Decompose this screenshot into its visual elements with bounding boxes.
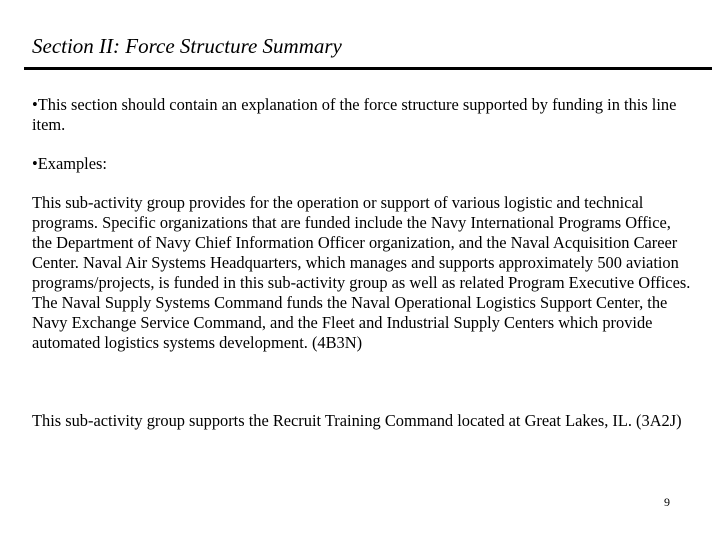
- page-number: 9: [664, 495, 670, 509]
- bullet-force-structure: •This section should contain an explanation of the force structure supported by funding in this line item.: [32, 95, 677, 134]
- example-paragraph-logistics: This sub-activity group provides for the operation or support of various logistic and technical programs. Specific organizations that are funded include the Navy International Programs Office, the Department of Navy Chief Information Officer organization, and the Naval Acquisition Career Center. Naval Air Systems Headquarters, which manages and supports approximately 500 aviation programs/projects, is funded in this sub-activity group as well as related Program Executive Offices. The Naval Supply Systems Command funds the Naval Operational Logistics Support Center, the Navy Exchange Service Command, and the Fleet and Industrial Supply Centers which provide automated logistics systems development. (4B3N): [32, 193, 691, 352]
- title-underline: [24, 67, 712, 70]
- slide-title: Section II: Force Structure Summary: [32, 34, 342, 58]
- bullet-examples: •Examples:: [32, 154, 107, 173]
- example-paragraph-recruit-training: This sub-activity group supports the Recruit Training Command located at Great Lakes, IL. (3A2J): [32, 411, 682, 430]
